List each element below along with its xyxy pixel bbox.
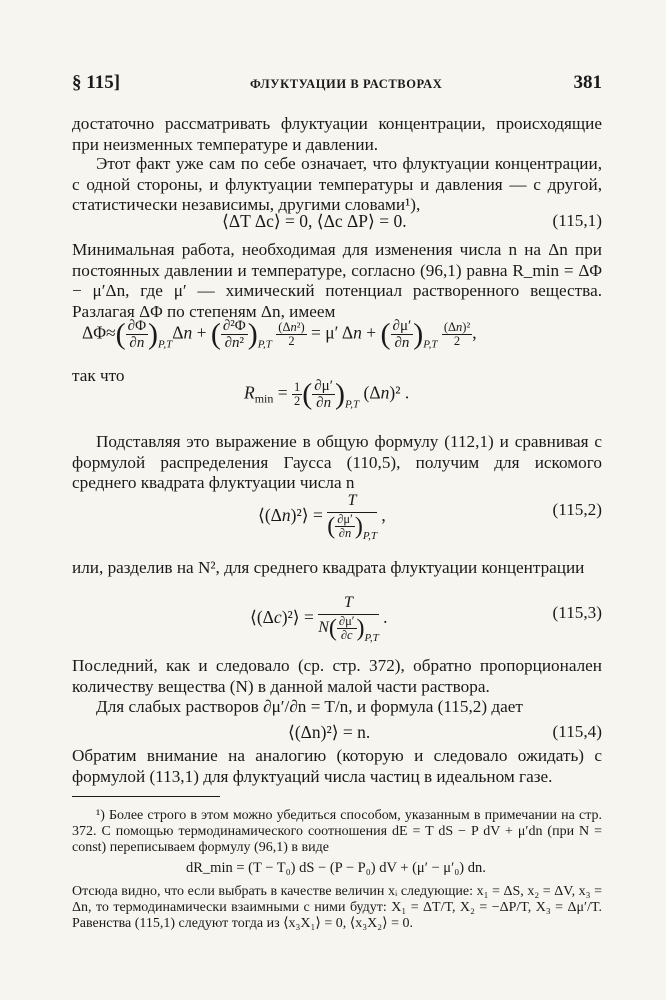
section-number: § 115]	[72, 72, 121, 93]
equation-115-4-number: (115,4)	[552, 722, 602, 741]
footnote-rule	[72, 796, 220, 797]
paragraph-6: или, разделив на N², для среднего квадрата флуктуации концентрации	[72, 558, 585, 577]
chapter-title: ФЛУКТУАЦИИ В РАСТВОРАХ	[250, 77, 443, 91]
paragraph-4: так что	[72, 366, 125, 385]
paragraph-1: достаточно рассматривать флуктуации концентрации, происходящие при неизменных температуре и давлении.	[72, 114, 602, 154]
paragraph-9: Обратим внимание на аналогию (которую и следовало ожидать) с формулой (113,1) для флуктуаций числа частиц в идеальном газе.	[72, 746, 602, 786]
paragraph-2: Этот факт уже сам по себе означает, что флуктуации концентрации, с одной стороны, и флуктуации температуры и давления — с другой, статистически независимы, другими словами¹),	[72, 154, 602, 214]
footnote-text-2: Отсюда видно, что если выбрать в качестве величин xᵢ следующие: x₁ = ΔS, x₂ = ΔV, x₃ = Δn, то термодинамически взаимными с ними будут: X₁ = ΔT/T, X₂ = −ΔP/T, X₃ = Δμ′/T. Равенства (115,1) следуют тогда из ⟨x₃X₁⟩ = 0, ⟨x₃X₂⟩ = 0.	[72, 884, 602, 932]
equation-115-2: ⟨(Δn)²⟩ = T ( $\frac{\partial\mu'}{\partial n}$ )$_{P,T}$ ,	[258, 492, 386, 543]
equation-115-3: ⟨(Δc)²⟩ = T N( $\frac{\partial\mu'}{\partial c}$ )$_{P,T}$ .	[250, 594, 388, 645]
equation-115-1: ⟨ΔT Δc⟩ = 0, ⟨Δc ΔP⟩ = 0.	[222, 211, 407, 231]
page-number: 381	[573, 72, 602, 93]
paragraph-5: Подставляя это выражение в общую формулу (112,1) и сравнивая с формулой распределения Гаусса (110,5), получим для искомого среднего квадрата флуктуации числа n	[72, 432, 602, 492]
footnote-text-1: ¹) Более строго в этом можно убедиться способом, указанным в примечании на стр. 372. С помощью термодинамического соотношения dE = T dS − P dV + μ′dn (при N = const) переписываем формулу (96,1) в виде	[72, 808, 602, 856]
equation-115-1-number: (115,1)	[552, 211, 602, 230]
running-header	[72, 72, 602, 98]
equation-115-4: ⟨(Δn)²⟩ = n.	[288, 722, 371, 742]
paragraph-8: Для слабых растворов ∂μ′/∂n = T/n, и формула (115,2) дает	[96, 697, 523, 716]
equation-rmin: $R_{min}$ = $\frac{1}{2}$ ( $\frac{\partial\mu'}{\partial n}$ )$_{P,T}$ (Δn)² .	[244, 377, 410, 411]
footnote-equation: dR_min = (T − T₀) dS − (P − P₀) dV + (μ′ − μ′₀) dn.	[186, 860, 486, 876]
paragraph-3: Минимальная работа, необходимая для изменения числа n на Δn при постоянных давлении и температуре, согласно (96,1) равна R_min = ΔΦ − μ′Δn, где μ′ — химический потенциал растворенного вещества. Разлагая ΔΦ по степеням Δn, имеем	[72, 240, 602, 321]
equation-expansion: ΔΦ≈( $\frac{\partial\Phi}{\partial n}$ )$_{P,T}\Delta n$ + ( $\frac{\text{∂²Φ}}{\text{∂n²}}$ )$_{P,T}$ $\frac{\text{(Δn²)}}{2}$ = μ′ Δn + ( $\frac{\partial\mu'}{\partial n}$ )$_{P,T}$ $\frac{\text{(Δn)²}}{2}$ ,	[82, 317, 477, 351]
equation-115-3-number: (115,3)	[552, 603, 602, 622]
equation-115-2-number: (115,2)	[552, 500, 602, 519]
paragraph-7: Последний, как и следовало (ср. стр. 372), обратно пропорционален количеству вещества (N) в данной малой части раствора.	[72, 656, 602, 696]
